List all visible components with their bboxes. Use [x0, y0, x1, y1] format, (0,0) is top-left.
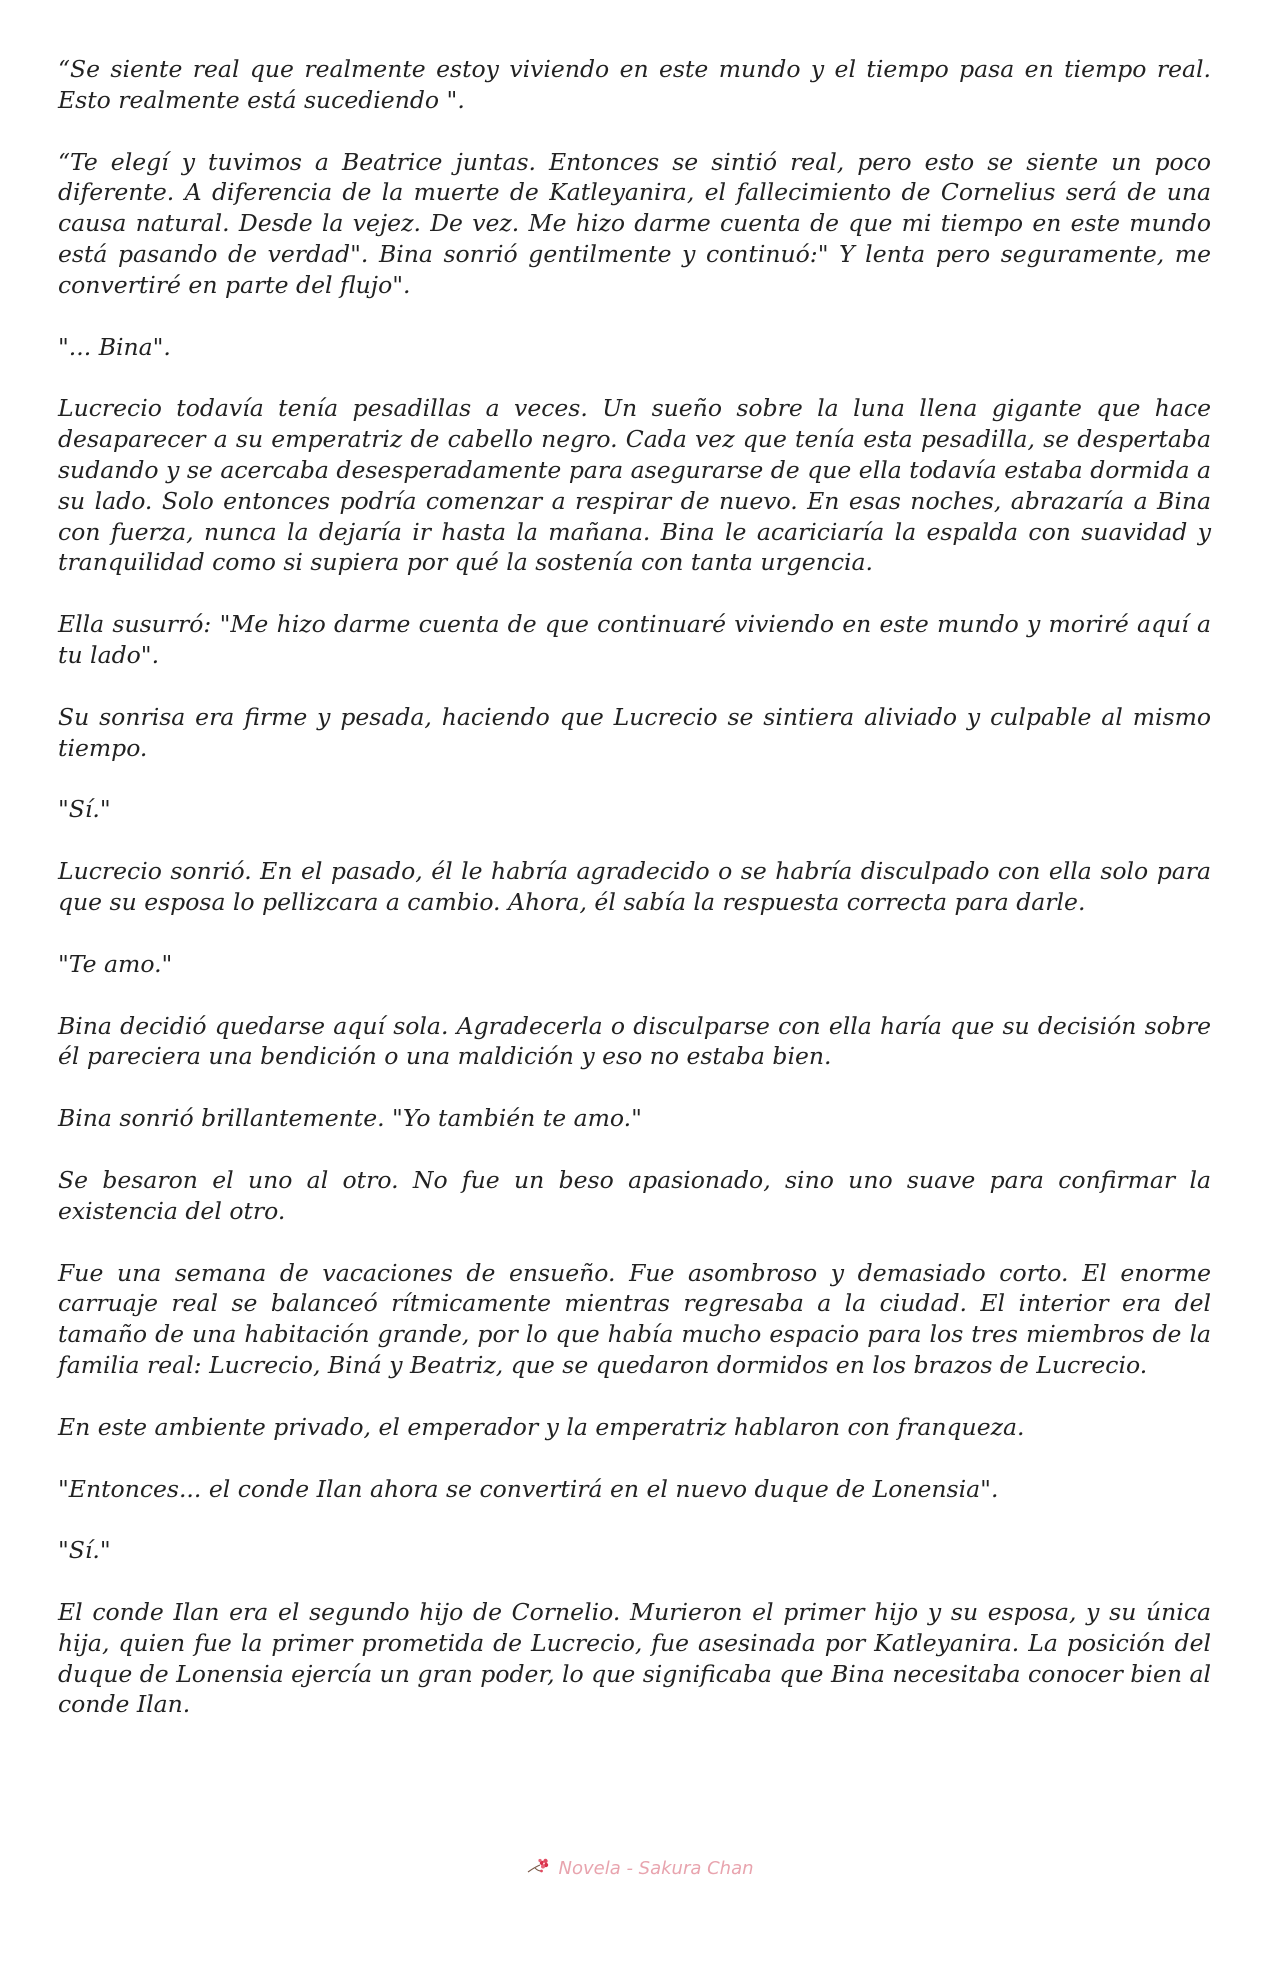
paragraph: Bina decidió quedarse aquí sola. Agradecerla o disculparse con ella haría que su decisión sobre él pareciera una bendición o una maldición y eso no estaba bien.: [58, 1011, 1211, 1071]
body-text: [58, 54, 1211, 1751]
paragraph: Se besaron el uno al otro. No fue un beso apasionado, sino uno suave para confirmar la existencia del otro.: [58, 1165, 1211, 1225]
sakura-flower-icon: [526, 1856, 552, 1876]
paragraph: "Entonces... el conde Ilan ahora se convertirá en el nuevo duque de Lonensia".: [58, 1474, 999, 1503]
paragraph: "Sí.": [58, 795, 111, 824]
paragraph: En este ambiente privado, el emperador y la emperatriz hablaron con franqueza.: [58, 1412, 1025, 1441]
footer-text: Novela - Sakura Chan: [558, 1858, 754, 1879]
paragraph: "Sí.": [58, 1536, 111, 1565]
paragraph: "Te amo.": [58, 949, 173, 978]
paragraph: “Te elegí y tuvimos a Beatrice juntas. Entonces se sintió real, pero esto se siente un poco diferente. A diferencia de la muerte de Katleyanira, el fallecimiento de Cornelius será de una causa natural. Desde la vejez. De vez. Me hizo darme cuenta de que mi tiempo en este mundo está pasando de verdad". Bina sonrió gentilmente y continuó:" Y lenta pero seguramente, me convertiré en parte del flujo".: [58, 147, 1211, 299]
paragraph: Lucrecio todavía tenía pesadillas a veces. Un sueño sobre la luna llena gigante que hace desaparecer a su emperatriz de cabello negro. Cada vez que tenía esta pesadilla, se despertaba sudando y se acercaba desesperadamente para asegurarse de que ella todavía estaba dormida a su lado. Solo entonces podría comenzar a respirar de nuevo. En esas noches, abrazaría a Bina con fuerza, nunca la dejaría ir hasta la mañana. Bina le acariciaría la espalda con suavidad y tranquilidad como si supiera por qué la sostenía con tanta urgencia.: [58, 394, 1211, 577]
paragraph: Fue una semana de vacaciones de ensueño. Fue asombroso y demasiado corto. El enorme carruaje real se balanceó rítmicamente mientras regresaba a la ciudad. El interior era del tamaño de una habitación grande, por lo que había mucho espacio para los tres miembros de la familia real: Lucrecio, Biná y Beatriz, que se quedaron dormidos en los brazos de Lucrecio.: [58, 1258, 1211, 1379]
paragraph: Ella susurró: "Me hizo darme cuenta de que continuaré viviendo en este mundo y moriré aquí a tu lado".: [58, 610, 1211, 669]
paragraph: Lucrecio sonrió. En el pasado, él le habría agradecido o se habría disculpado con ella solo para que su esposa lo pellizcara a cambio. Ahora, él sabía la respuesta correcta para darle.: [58, 857, 1211, 916]
paragraph: Bina sonrió brillantemente. "Yo también te amo.": [58, 1104, 642, 1133]
paragraph: “Se siente real que realmente estoy viviendo en este mundo y el tiempo pasa en tiempo real. Esto realmente está sucediendo ".: [58, 55, 1211, 114]
paragraph: "... Bina".: [58, 332, 171, 361]
footer-watermark: [0, 1856, 1280, 1879]
paragraph: El conde Ilan era el segundo hijo de Cornelio. Murieron el primer hijo y su esposa, y su única hija, quien fue la primer prometida de Lucrecio, fue asesinada por Katleyanira. La posición del duque de Lonensia ejercía un gran poder, lo que significaba que Bina necesitaba conocer bien al conde Ilan.: [58, 1598, 1211, 1719]
paragraph: Su sonrisa era firme y pesada, haciendo que Lucrecio se sintiera aliviado y culpable al mismo tiempo.: [58, 702, 1211, 762]
